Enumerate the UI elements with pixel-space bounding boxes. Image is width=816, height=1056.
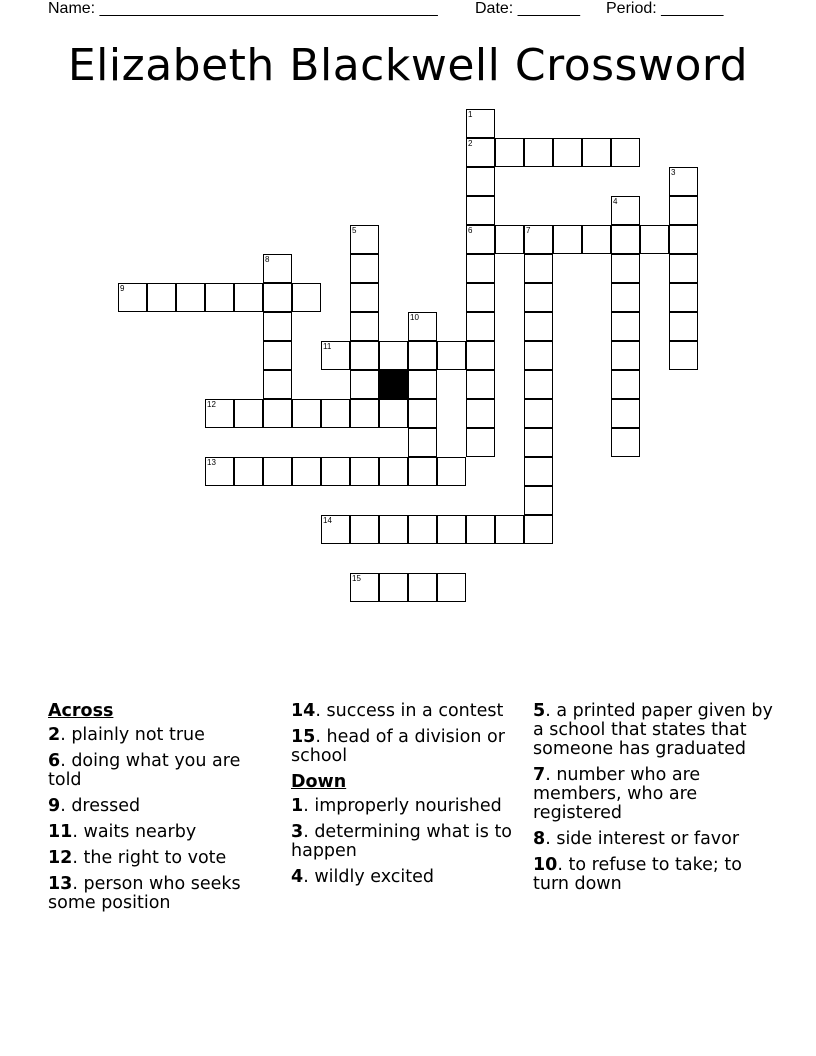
clues-column-2 [291,702,516,894]
crossword-black-cell [379,370,408,399]
crossword-cell[interactable] [379,573,408,602]
crossword-cell[interactable] [669,341,698,370]
crossword-cell[interactable] [582,138,611,167]
clue-down-8: 8. side interest or favor [533,829,740,849]
crossword-cell[interactable] [263,283,292,312]
crossword-cell[interactable] [234,399,263,428]
crossword-cell[interactable] [524,428,553,457]
clue-number-label: 5 [352,226,357,235]
crossword-cell[interactable] [611,312,640,341]
clue-across-11: 11. waits nearby [48,822,197,842]
clue-number-label: 6 [468,226,473,235]
crossword-cell[interactable] [147,283,176,312]
clue-number: 11 [48,822,73,842]
clue-number: 6 [48,751,61,771]
crossword-cell[interactable] [205,399,234,428]
clue-number-label: 14 [323,516,332,525]
clue-text: dressed [71,796,141,816]
crossword-cell[interactable] [553,225,582,254]
crossword-cell[interactable] [495,225,524,254]
crossword-cell[interactable] [611,225,640,254]
clue-number-label: 4 [613,197,618,206]
crossword-cell[interactable] [408,515,437,544]
crossword-cell[interactable] [669,283,698,312]
clue-number: 1 [291,796,304,816]
crossword-cell[interactable] [176,283,205,312]
crossword-cell[interactable] [118,283,147,312]
clue-across-15: 15. head of a division or school [291,727,505,766]
crossword-cell[interactable] [466,312,495,341]
clue-down-1: 1. improperly nourished [291,796,502,816]
crossword-cell[interactable] [350,225,379,254]
clue-number: 2 [48,725,61,745]
clue-across-13: 13. person who seeks some position [48,874,241,913]
crossword-cell[interactable] [263,370,292,399]
crossword-cell[interactable] [553,138,582,167]
clue-text: to refuse to take; to turn down [533,855,742,894]
crossword-cell[interactable] [379,515,408,544]
clue-number-label: 12 [207,400,216,409]
down-heading: Down [291,772,347,792]
crossword-cell[interactable] [234,457,263,486]
crossword-cell[interactable] [437,341,466,370]
crossword-cell[interactable] [408,457,437,486]
clue-number: 5 [533,701,546,721]
crossword-cell[interactable] [611,370,640,399]
clue-across-2: 2. plainly not true [48,725,205,745]
crossword-cell[interactable] [234,283,263,312]
crossword-cell[interactable] [466,167,495,196]
crossword-cell[interactable] [611,196,640,225]
clue-text: doing what you are told [48,751,241,790]
clue-down-4: 4. wildly excited [291,867,434,887]
clue-number: 4 [291,867,304,887]
clue-text: determining what is to happen [291,822,513,861]
crossword-cell[interactable] [408,428,437,457]
crossword-cell[interactable] [350,515,379,544]
clue-number-label: 8 [265,255,270,264]
crossword-cell[interactable] [466,196,495,225]
clue-down-3: 3. determining what is to happen [291,822,513,861]
crossword-cell[interactable] [524,515,553,544]
crossword-cell[interactable] [437,457,466,486]
crossword-cell[interactable] [379,341,408,370]
clue-number: 3 [291,822,304,842]
crossword-cell[interactable] [466,138,495,167]
crossword-cell[interactable] [611,399,640,428]
crossword-cell[interactable] [408,399,437,428]
clue-down-10: 10. to refuse to take; to turn down [533,855,742,894]
crossword-cell[interactable] [466,341,495,370]
crossword-cell[interactable] [350,283,379,312]
clue-number-label: 1 [468,110,473,119]
clue-text: head of a division or school [291,727,505,766]
crossword-cell[interactable] [437,515,466,544]
across-heading: Across [48,701,114,721]
clue-text: wildly excited [314,867,434,887]
clue-number: 12 [48,848,73,868]
crossword-cell[interactable] [321,515,350,544]
clues-column-1 [48,702,278,920]
clue-text: waits nearby [83,822,197,842]
clue-text: side interest or favor [556,829,740,849]
clue-number-label: 11 [323,342,332,351]
crossword-cell[interactable] [466,370,495,399]
crossword-cell[interactable] [524,138,553,167]
crossword-cell[interactable] [669,254,698,283]
crossword-cell[interactable] [408,573,437,602]
crossword-cell[interactable] [263,341,292,370]
crossword-cell[interactable] [292,457,321,486]
clue-down-7: 7. number who are members, who are registered [533,765,701,823]
crossword-cell[interactable] [408,370,437,399]
crossword-cell[interactable] [669,196,698,225]
crossword-cell[interactable] [640,225,669,254]
clue-text: a printed paper given by a school that states that someone has graduated [533,701,773,759]
crossword-cell[interactable] [524,341,553,370]
clue-text: number who are members, who are registered [533,765,701,823]
page-title: Elizabeth Blackwell Crossword [67,40,749,91]
crossword-cell[interactable] [611,283,640,312]
clues-column-3 [533,702,773,901]
crossword-cell[interactable] [350,399,379,428]
crossword-cell[interactable] [495,515,524,544]
clue-number: 10 [533,855,558,875]
crossword-cell[interactable] [321,399,350,428]
clue-across-6: 6. doing what you are told [48,751,241,790]
crossword-cell[interactable] [408,341,437,370]
crossword-cell[interactable] [611,138,640,167]
crossword-cell[interactable] [263,457,292,486]
clue-number-label: 3 [671,168,676,177]
crossword-cell[interactable] [292,399,321,428]
crossword-cell[interactable] [466,225,495,254]
crossword-cell[interactable] [350,254,379,283]
crossword-cell[interactable] [524,370,553,399]
crossword-cell[interactable] [379,457,408,486]
crossword-cell[interactable] [611,341,640,370]
crossword-cell[interactable] [611,428,640,457]
crossword-cell[interactable] [524,399,553,428]
crossword-cell[interactable] [669,167,698,196]
clue-number-label: 2 [468,139,473,148]
crossword-cell[interactable] [379,399,408,428]
clue-text: plainly not true [71,725,205,745]
clue-number: 9 [48,796,61,816]
crossword-cell[interactable] [263,254,292,283]
crossword-cell[interactable] [524,225,553,254]
crossword-cell[interactable] [669,225,698,254]
crossword-cell[interactable] [466,109,495,138]
crossword-cell[interactable] [495,138,524,167]
crossword-cell[interactable] [292,283,321,312]
crossword-cell[interactable] [466,254,495,283]
clue-number-label: 13 [207,458,216,467]
clue-across-9: 9. dressed [48,796,141,816]
crossword-cell[interactable] [466,515,495,544]
crossword-cell[interactable] [350,370,379,399]
crossword-cell[interactable] [466,399,495,428]
clue-number: 7 [533,765,546,785]
clue-number: 14 [291,701,316,721]
crossword-cell[interactable] [466,283,495,312]
crossword-cell[interactable] [669,312,698,341]
clue-across-14: 14. success in a contest [291,701,504,721]
clue-number-label: 9 [120,284,125,293]
crossword-cell[interactable] [205,457,234,486]
crossword-cell[interactable] [524,457,553,486]
name-field[interactable]: Name: ______________________________________ [48,0,438,17]
crossword-cell[interactable] [466,428,495,457]
crossword-cell[interactable] [350,341,379,370]
clue-down-5: 5. a printed paper given by a school that states that someone has graduated [533,701,773,759]
period-field[interactable]: Period: _______ [606,0,724,17]
clue-number: 8 [533,829,546,849]
crossword-cell[interactable] [582,225,611,254]
clue-number-label: 15 [352,574,361,583]
crossword-cell[interactable] [524,283,553,312]
clue-number-label: 10 [410,313,419,322]
crossword-cell[interactable] [350,312,379,341]
clue-text: person who seeks some position [48,874,241,913]
crossword-cell[interactable] [611,254,640,283]
date-field[interactable]: Date: _______ [475,0,580,17]
clue-text: the right to vote [83,848,227,868]
crossword-cell[interactable] [524,486,553,515]
crossword-cell[interactable] [437,573,466,602]
clue-number: 15 [291,727,316,747]
crossword-cell[interactable] [263,399,292,428]
clue-across-12: 12. the right to vote [48,848,227,868]
clue-text: improperly nourished [314,796,502,816]
crossword-cell[interactable] [321,457,350,486]
crossword-cell[interactable] [524,312,553,341]
crossword-cell[interactable] [205,283,234,312]
crossword-cell[interactable] [263,312,292,341]
crossword-cell[interactable] [408,312,437,341]
crossword-cell[interactable] [350,457,379,486]
crossword-cell[interactable] [524,254,553,283]
clue-number-label: 7 [526,226,531,235]
crossword-cell[interactable] [321,341,350,370]
crossword-cell[interactable] [350,573,379,602]
clue-text: success in a contest [326,701,504,721]
clue-number: 13 [48,874,73,894]
